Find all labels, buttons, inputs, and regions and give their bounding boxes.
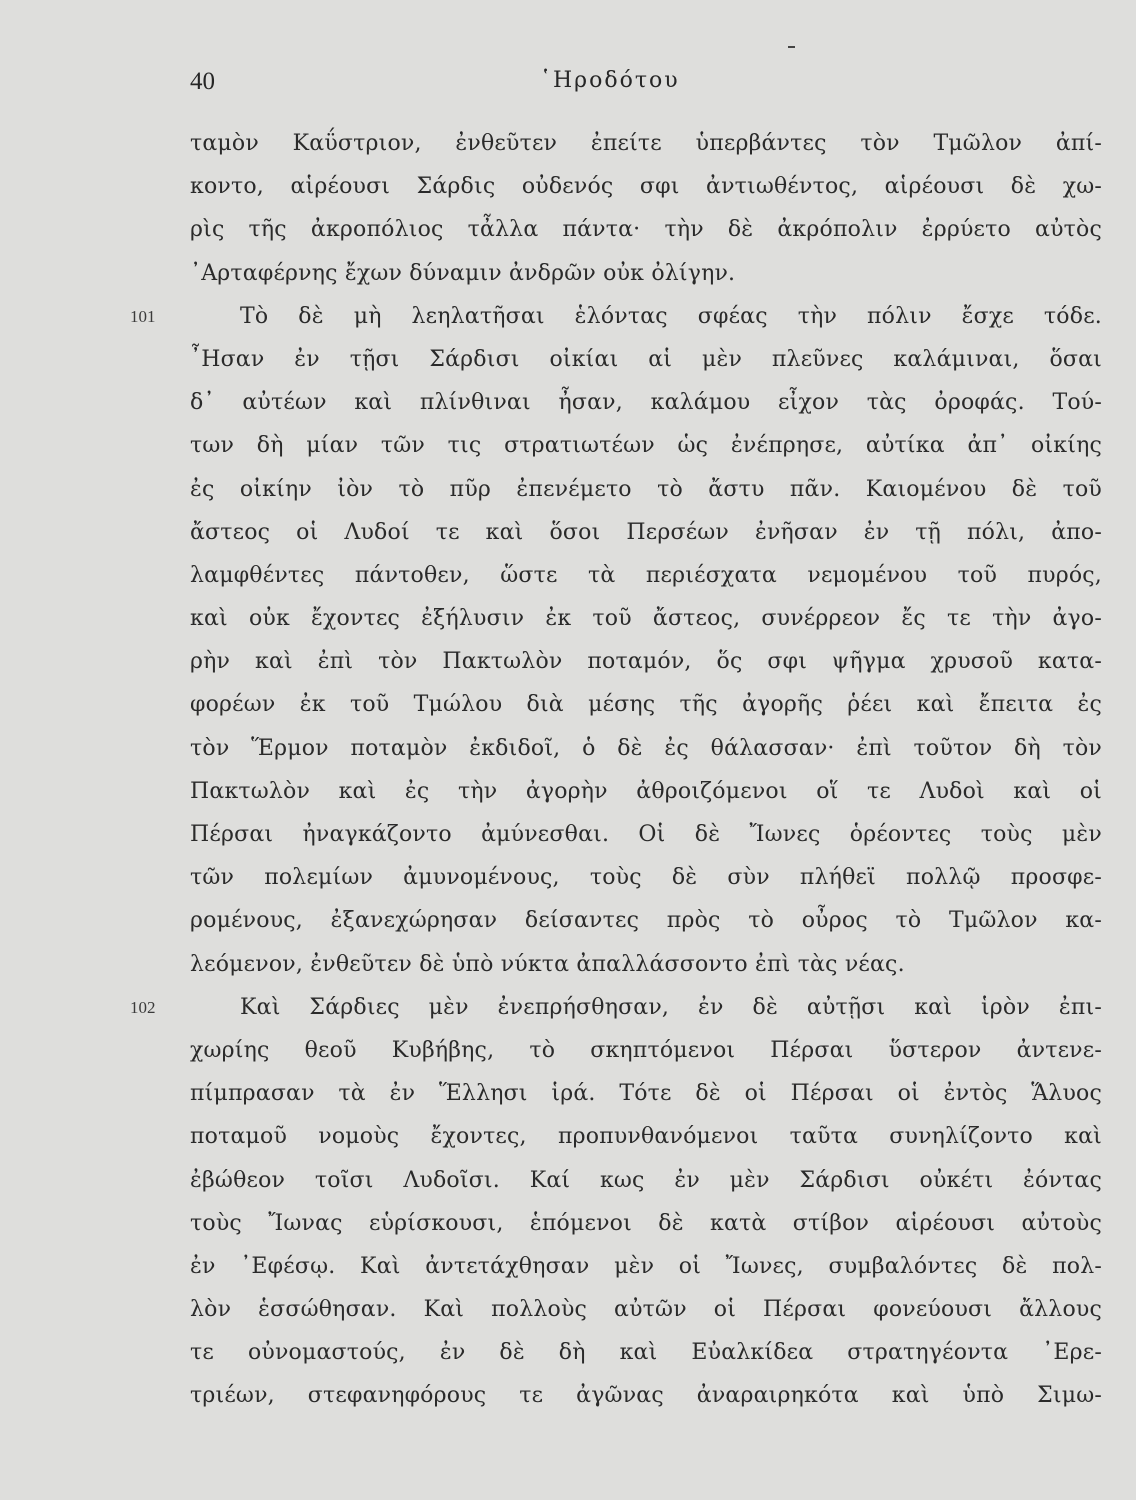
text-line: τε οὐνομαστούς, ἐν δὲ δὴ καὶ Εὐαλκίδεα στρατηγέοντα ᾿Ερε- — [190, 1340, 1102, 1366]
text-line: φορέων ἐκ τοῦ Τμώλου διὰ μέσης τῆς ἀγορῆς ῥέει καὶ ἔπειτα ἐς — [190, 692, 1102, 718]
text-line: ἐβώθεον τοῖσι Λυδοῖσι. Καί κως ἐν μὲν Σάρδισι οὐκέτι ἐόντας — [190, 1167, 1102, 1193]
text-line: λὸν ἑσσώθησαν. Καὶ πολλοὺς αὐτῶν οἱ Πέρσαι φονεύουσι ἄλλους — [190, 1297, 1102, 1323]
text-line: ἐν ᾿Εφέσῳ. Καὶ ἀντετάχθησαν μὲν οἱ Ἴωνες, συμβαλόντες δὲ πολ- — [190, 1253, 1102, 1279]
text-line-content: Τὸ δὲ μὴ λεηλατῆσαι ἑλόντας σφέας τὴν πόλιν ἔσχε τόδε. — [240, 303, 1102, 329]
text-line: χωρίης θεοῦ Κυβήβης, τὸ σκηπτόμενοι Πέρσαι ὕστερον ἀντενε- — [190, 1037, 1102, 1063]
section-number-102: 102 — [130, 997, 156, 1017]
text-line: τοὺς Ἴωνας εὑρίσκουσι, ἑπόμενοι δὲ κατὰ στίβον αἱρέουσι αὐτοὺς — [190, 1210, 1102, 1236]
text-line: ποταμοῦ νομοὺς ἔχοντες, προπυνθανόμενοι ταῦτα συνηλίζοντο καὶ — [190, 1124, 1102, 1150]
stray-mark — [788, 46, 795, 48]
text-line: τῶν πολεμίων ἀμυνομένους, τοὺς δὲ σὺν πλήθεϊ πολλῷ προσφε- — [190, 865, 1102, 891]
text-line: τριέων, στεφανηφόρους τε ἀγῶνας ἀναραιρηκότα καὶ ὑπὸ Σιμω- — [190, 1383, 1102, 1409]
text-line: ῏Ησαν ἐν τῇσι Σάρδισι οἰκίαι αἱ μὲν πλεῦνες καλάμιναι, ὅσαι — [190, 346, 1102, 372]
text-line: Πέρσαι ἠναγκάζοντο ἀμύνεσθαι. Οἱ δὲ Ἴωνες ὁρέοντες τοὺς μὲν — [190, 822, 1102, 847]
text-line: δ᾿ αὐτέων καὶ πλίνθιναι ἦσαν, καλάμου εἶχον τὰς ὀροφάς. Τού- — [190, 390, 1102, 416]
text-line: πίμπρασαν τὰ ἐν Ἕλλησι ἱρά. Τότε δὲ οἱ Πέρσαι οἱ ἐντὸς Ἅλυος — [190, 1081, 1102, 1107]
text-line: ρὴν καὶ ἐπὶ τὸν Πακτωλὸν ποταμόν, ὅς σφι ψῆγμα χρυσοῦ κατα- — [190, 649, 1102, 675]
text-line: ἄστεος οἱ Λυδοί τε καὶ ὅσοι Περσέων ἐνῆσαν ἐν τῇ πόλι, ἀπο- — [190, 519, 1102, 545]
text-line: ἐς οἰκίην ἰὸν τὸ πῦρ ἐπενέμετο τὸ ἄστυ πᾶν. Καιομένου δὲ τοῦ — [190, 476, 1102, 502]
text-line: Πακτωλὸν καὶ ἐς τὴν ἀγορὴν ἀθροιζόμενοι οἵ τε Λυδοὶ καὶ οἱ — [190, 778, 1102, 804]
text-line: ρομένους, ἐξανεχώρησαν δείσαντες πρὸς τὸ οὖρος τὸ Τμῶλον κα- — [190, 908, 1102, 934]
paragraph-102-first-line — [130, 986, 1102, 1029]
text-line: καὶ οὐκ ἔχοντες ἐξήλυσιν ἐκ τοῦ ἄστεος, συνέρρεον ἔς τε τὴν ἀγο- — [190, 606, 1102, 632]
text-line: ταμὸν Καΰστριον, ἐνθεῦτεν ἐπείτε ὑπερβάντες τὸν Τμῶλον ἀπί- — [190, 131, 1102, 156]
paragraph-101-first-line — [130, 295, 1102, 338]
page-number: 40 — [190, 68, 215, 95]
text-line: λαμφθέντες πάντοθεν, ὥστε τὰ περιέσχατα νεμομένου τοῦ πυρός, — [190, 562, 1102, 588]
text-line: τὸν Ἕρμον ποταμὸν ἐκδιδοῖ, ὁ δὲ ἐς θάλασσαν· ἐπὶ τοῦτον δὴ τὸν — [190, 735, 1102, 761]
text-line: λεόμενον, ἐνθεῦτεν δὲ ὑπὸ νύκτα ἀπαλλάσσοντο ἐπὶ τὰς νέας. — [190, 951, 905, 977]
page-header — [190, 68, 1110, 108]
text-line: των δὴ μίαν τῶν τις στρατιωτέων ὡς ἐνέπρησε, αὐτίκα ἀπ᾿ οἰκίης — [190, 433, 1102, 459]
text-line-content: Καὶ Σάρδιες μὲν ἐνεπρήσθησαν, ἐν δὲ αὐτῇσι καὶ ἱρὸν ἐπι- — [240, 994, 1102, 1020]
section-number-101: 101 — [130, 306, 156, 326]
text-line: κοντο, αἱρέουσι Σάρδις οὐδενός σφι ἀντιωθέντος, αἱρέουσι δὲ χω- — [190, 174, 1102, 200]
body-text — [130, 122, 1102, 1418]
text-line: ρὶς τῆς ἀκροπόλιος τἆλλα πάντα· τὴν δὲ ἀκρόπολιν ἐρρύετο αὐτὸς — [190, 217, 1102, 243]
running-head: ῾Ηροδότου — [540, 68, 680, 93]
text-line: ᾿Αρταφέρνης ἔχων δύναμιν ἀνδρῶν οὐκ ὀλίγην. — [190, 260, 736, 286]
